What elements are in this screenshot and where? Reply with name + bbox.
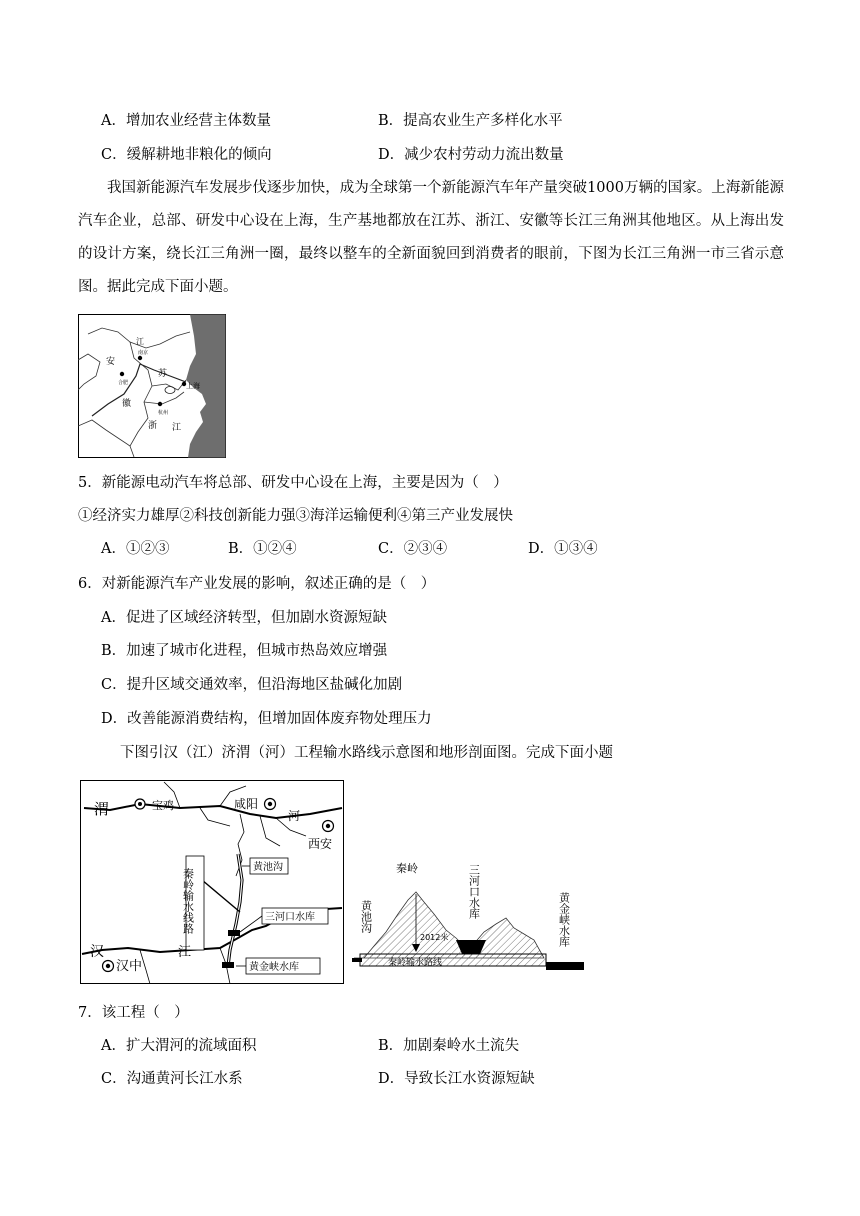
baoji-marker bbox=[135, 799, 145, 809]
q5-stem: 5．新能源电动汽车将总部、研发中心设在上海，主要是因为（ ） bbox=[78, 475, 508, 491]
q6-option-d: D．改善能源消费结构，但增加固体废弃物处理压力 bbox=[101, 711, 432, 727]
passage-ev-industry: 我国新能源汽车发展步伐逐步加快，成为全球第一个新能源汽车年产量突破1000万辆的国家。上海新能源汽车企业，总部、研发中心设在上海，生产基地都放在江苏、浙江、安徽等长江三角洲其他地区。从上海出发的设计方案，绕长江三角洲一圈，最终以整车的全新面貌回到消费者的眼前，下图为长江三角洲一市三省示意图。据此完成下面小题。 bbox=[78, 180, 784, 295]
label-qinling: 秦岭 bbox=[396, 862, 418, 875]
q7-option-d: D．导致长江水资源短缺 bbox=[378, 1071, 535, 1087]
label-shanghai: 上海 bbox=[186, 382, 200, 390]
q6-option-a: A．促进了区域经济转型，但加剧水资源短缺 bbox=[101, 610, 387, 626]
label-an: 安 bbox=[106, 357, 116, 367]
label-wei: 渭 bbox=[94, 800, 110, 818]
label-xian: 西安 bbox=[308, 837, 333, 851]
label-hanzhong: 汉中 bbox=[116, 959, 143, 974]
q4-option-c: C．缓解耕地非粮化的倾向 bbox=[101, 147, 272, 163]
q5-option-d: D．①③④ bbox=[528, 541, 598, 557]
label-hangzhou: 杭州 bbox=[158, 410, 169, 416]
hefei-dot bbox=[120, 372, 124, 376]
nanjing-dot bbox=[138, 356, 142, 360]
label-huangjinxia: 黄金峡水库 bbox=[249, 962, 299, 973]
label-elevation: 2012米 bbox=[420, 933, 449, 942]
hangzhou-dot bbox=[158, 402, 162, 406]
label-jiang: 江 bbox=[136, 337, 144, 346]
q5-option-c: C．②③④ bbox=[378, 541, 448, 557]
q4-option-d: D．减少农村劳动力流出数量 bbox=[378, 147, 564, 163]
label-zhe: 浙 bbox=[148, 421, 158, 431]
q4-option-a: A．增加农业经营主体数量 bbox=[101, 113, 271, 129]
label-qinling-route: 秦岭输水线路 bbox=[181, 868, 195, 934]
xianyang-marker bbox=[265, 799, 276, 810]
q6-option-b: B．加速了城市化进程，但城市热岛效应增强 bbox=[101, 643, 388, 659]
label-su: 苏 bbox=[158, 369, 168, 379]
terrain-profile bbox=[352, 862, 588, 976]
label-nanjing: 南京 bbox=[138, 350, 149, 356]
q7-option-a: A．扩大渭河的流域面积 bbox=[101, 1038, 257, 1054]
label-sanhekou-profile: 三河口水库 bbox=[467, 864, 481, 919]
label-han: 汉 bbox=[90, 944, 104, 960]
label-he: 河 bbox=[288, 809, 301, 823]
label-sanhekou: 三河口水库 bbox=[265, 912, 315, 923]
label-baoji: 宝鸡 bbox=[152, 799, 174, 812]
label-huangjinxia-profile: 黄金峡水库 bbox=[557, 892, 571, 947]
sanhekou-reservoir-mark bbox=[228, 930, 240, 936]
huangjinxia-reservoir-mark bbox=[222, 962, 234, 968]
label-jiang: 江 bbox=[178, 945, 192, 960]
label-jiang2: 江 bbox=[172, 423, 182, 433]
q4-option-b: B．提高农业生产多样化水平 bbox=[378, 113, 563, 129]
q7-option-b: B．加剧秦岭水土流失 bbox=[378, 1038, 520, 1054]
q6-stem: 6．对新能源汽车产业发展的影响，叙述正确的是（ ） bbox=[78, 576, 436, 592]
q7-option-c: C．沟通黄河长江水系 bbox=[101, 1071, 243, 1087]
yangtze-delta-map bbox=[78, 314, 226, 458]
hanzhong-marker bbox=[103, 961, 114, 972]
q5-items: ①经济实力雄厚②科技创新能力强③海洋运输便利④第三产业发展快 bbox=[78, 508, 513, 524]
label-huangchigou-profile: 黄池沟 bbox=[359, 900, 373, 933]
passage-water-transfer: 下图引汉（江）济渭（河）工程输水路线示意图和地形剖面图。完成下面小题 bbox=[120, 745, 613, 761]
label-huangchigou: 黄池沟 bbox=[253, 862, 283, 873]
q6-option-c: C．提升区域交通效率，但沿海地区盐碱化加剧 bbox=[101, 677, 403, 693]
label-route: 秦岭输水路线 bbox=[388, 958, 443, 968]
q5-option-a: A．①②③ bbox=[101, 541, 170, 557]
label-hefei: 合肥 bbox=[118, 380, 129, 386]
q7-stem: 7．该工程（ ） bbox=[78, 1005, 189, 1021]
water-transfer-route-map bbox=[80, 780, 344, 984]
label-hui: 徽 bbox=[122, 399, 132, 409]
label-xianyang: 咸阳 bbox=[234, 797, 259, 811]
q5-option-b: B．①②④ bbox=[228, 541, 297, 557]
xian-marker bbox=[323, 821, 334, 832]
